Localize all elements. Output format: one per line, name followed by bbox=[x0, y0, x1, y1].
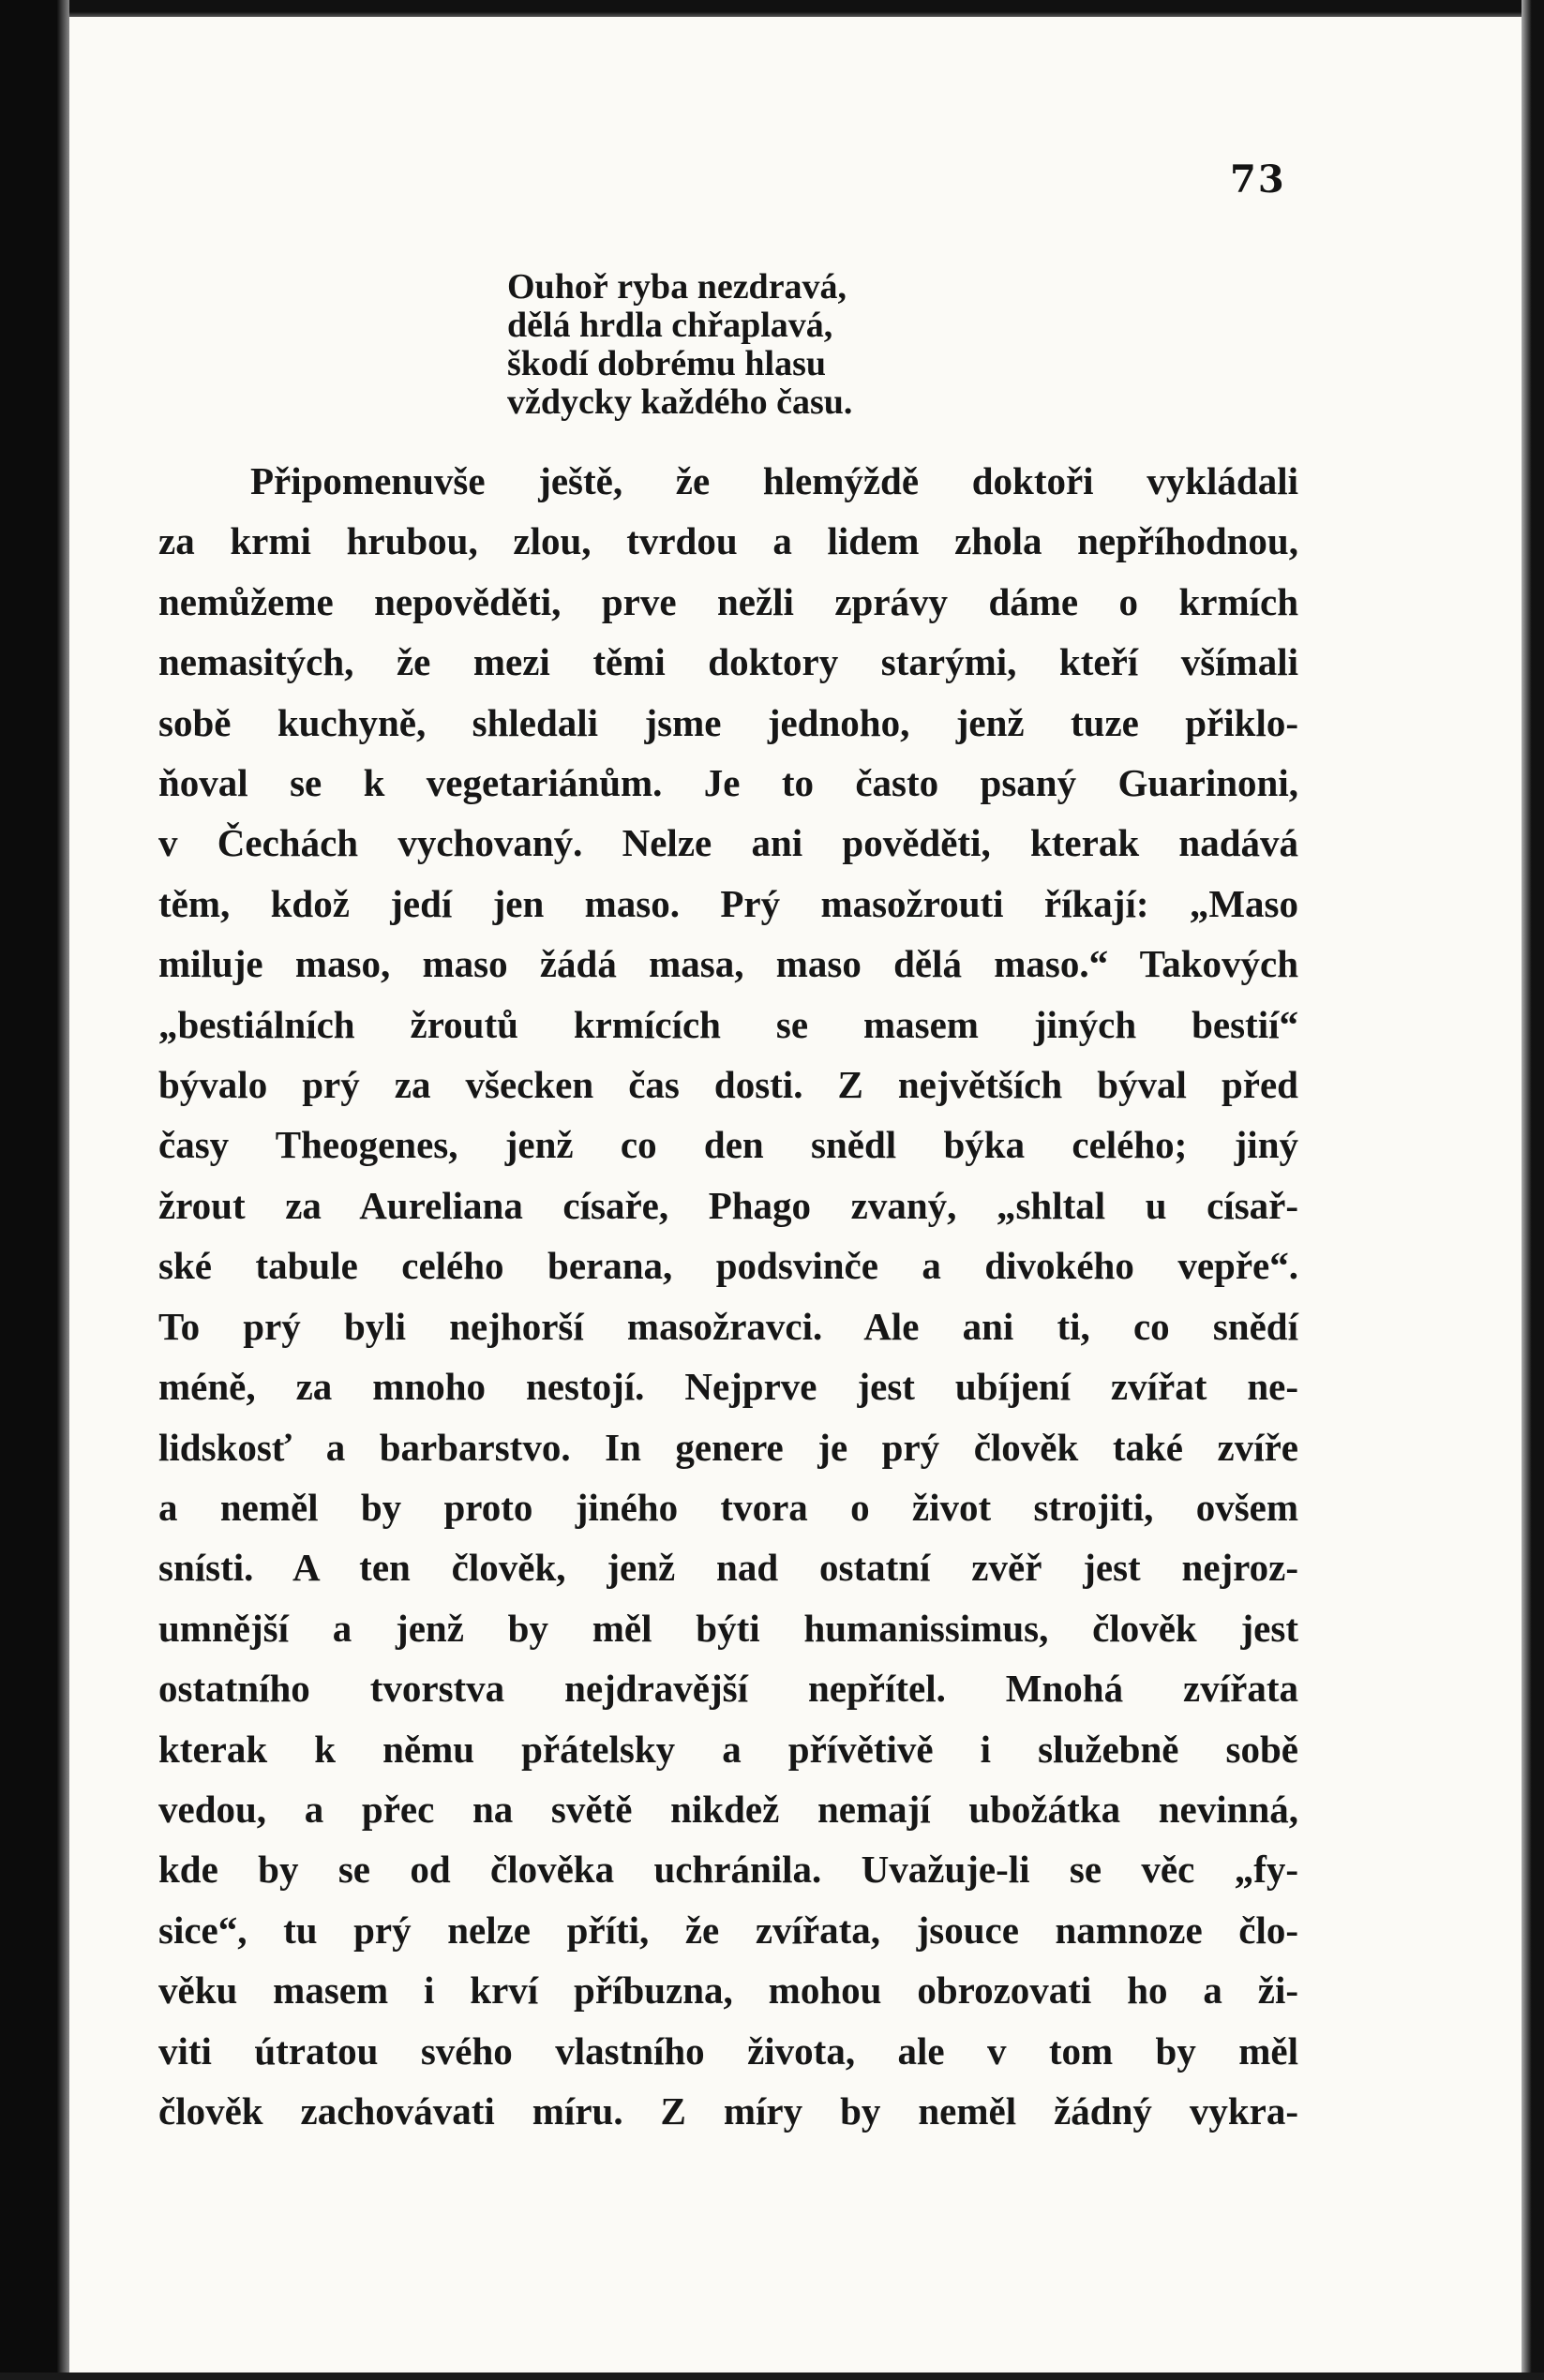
text-line: ňoval se k vegetariánům. Je to často psaný Guarinoni, bbox=[158, 761, 1298, 805]
verse-line: vždycky každého času. bbox=[507, 382, 853, 422]
text-line: vedou, a přec na světě nikdež nemají ubožátka nevinná, bbox=[158, 1787, 1298, 1831]
text-line: za krmi hrubou, zlou, tvrdou a lidem zhola nepříhodnou, bbox=[158, 519, 1298, 563]
text-line: věku masem i krví příbuzna, mohou obrozovati ho a ži- bbox=[158, 1968, 1298, 2013]
text-line: kde by se od člověka uchránila. Uvažuje-li se věc „fy- bbox=[158, 1848, 1298, 1892]
text-line: „bestiálních žroutů krmících se masem jiných bestií“ bbox=[158, 1002, 1298, 1046]
text-line: bývalo prý za všecken čas dosti. Z největších býval před bbox=[158, 1063, 1298, 1107]
verse-block bbox=[507, 268, 852, 422]
text-line: a neměl by proto jiného tvora o život strojiti, ovšem bbox=[158, 1485, 1298, 1529]
text-line: miluje maso, maso žádá masa, maso dělá maso.“ Takových bbox=[158, 942, 1298, 986]
text-line: ostatního tvorstva nejdravější nepřítel. Mnohá zvířata bbox=[158, 1667, 1298, 1711]
body-paragraph bbox=[158, 451, 1298, 2141]
text-line: sice“, tu prý nelze příti, že zvířata, jsouce namnoze člo- bbox=[158, 1908, 1298, 1952]
text-line: člověk zachovávati míru. Z míry by neměl žádný vykra- bbox=[158, 2088, 1298, 2133]
text-line: sobě kuchyně, shledali jsme jednoho, jenž tuze přiklo- bbox=[158, 700, 1298, 744]
text-line: To prý byli nejhorší masožravci. Ale ani ti, co snědí bbox=[158, 1304, 1298, 1348]
text-line: méně, za mnoho nestojí. Nejprve jest ubíjení zvířat ne- bbox=[158, 1365, 1298, 1409]
text-line: časy Theogenes, jenž co den snědl býka celého; jiný bbox=[158, 1123, 1298, 1167]
text-line: viti útratou svého vlastního života, ale v tom by měl bbox=[158, 2028, 1298, 2073]
text-line: těm, kdož jedí jen maso. Prý masožrouti říkají: „Maso bbox=[158, 881, 1298, 925]
scan-border-top bbox=[0, 0, 1544, 17]
page-number: 73 bbox=[1230, 157, 1286, 202]
text-line: žrout za Aureliana císaře, Phago zvaný, „shltal u císař- bbox=[158, 1183, 1298, 1227]
scan-border-left bbox=[0, 0, 69, 2380]
text-line: v Čechách vychovaný. Nelze ani pověděti, kterak nadává bbox=[158, 821, 1298, 865]
text-line: Připomenuvše ještě, že hlemýždě doktoři vykládali bbox=[250, 459, 1298, 502]
text-line: umnější a jenž by měl býti humanissimus, člověk jest bbox=[158, 1606, 1298, 1650]
text-line: nemasitých, že mezi těmi doktory starými, kteří všímali bbox=[158, 640, 1298, 684]
verse-line: dělá hrdla chřaplavá, bbox=[507, 306, 833, 345]
verse-line: Ouhoř ryba nezdravá, bbox=[507, 267, 847, 307]
text-line: lidskosť a barbarstvo. In genere je prý člověk také zvíře bbox=[158, 1425, 1298, 1469]
text-line: nemůžeme nepověděti, prve nežli zprávy dáme o krmích bbox=[158, 579, 1298, 623]
scan-border-bottom bbox=[0, 2373, 1544, 2380]
scan-border-right bbox=[1522, 0, 1544, 2380]
text-line: ské tabule celého berana, podsvinče a divokého vepře“. bbox=[158, 1244, 1298, 1288]
text-line: kterak k němu přátelsky a přívětivě i služebně sobě bbox=[158, 1727, 1298, 1771]
text-line: snísti. A ten člověk, jenž nad ostatní zvěř jest nejroz- bbox=[158, 1546, 1298, 1590]
verse-line: škodí dobrému hlasu bbox=[507, 344, 827, 383]
